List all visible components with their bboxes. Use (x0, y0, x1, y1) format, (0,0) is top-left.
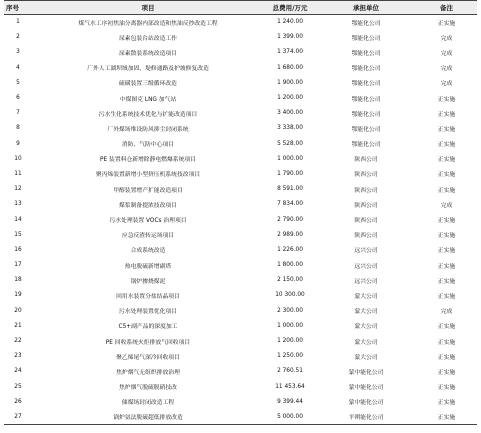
cell-cost: 1 226.00 (277, 246, 303, 253)
table-row (4, 121, 477, 136)
table-row (4, 166, 477, 181)
cell-unit: 鄂能化公司 (351, 126, 381, 133)
cell-note: 正实施 (437, 187, 456, 194)
cell-unit: 鄂能化公司 (351, 96, 381, 103)
header-unit: 承担单位 (316, 1, 416, 15)
cell-unit: 鄂能化公司 (351, 66, 381, 73)
cell-cost: 1 200.00 (277, 338, 303, 345)
cell-item: 锅炉氨法脱硫超低排放改造 (32, 409, 264, 424)
cell-no: 24 (14, 368, 22, 375)
cell-item: 厂外煤场堆设防风抑尘封闭系统 (107, 126, 189, 133)
table-row (4, 182, 477, 197)
table-row (4, 409, 477, 424)
table-row (4, 106, 477, 121)
cell-no: 20 (14, 307, 22, 314)
cell-unit: 陕西公司 (354, 172, 378, 179)
cell-note: 正实施 (437, 218, 456, 225)
table-row (4, 333, 477, 348)
table-row (4, 318, 477, 333)
cell-item: 尿素包装台站改造工作 (119, 35, 177, 42)
cell-no: 12 (14, 186, 22, 193)
table-row (4, 45, 477, 60)
cell-item: 尿素散装系统改造项目 (119, 50, 177, 57)
cell-item: 厂外人工湖坝域加固、堤修通路及护坡修复改造 (87, 66, 209, 73)
table-header-row (4, 1, 477, 15)
cell-cost: 2 790.00 (277, 216, 303, 223)
cell-no: 14 (14, 216, 22, 223)
cell-note: 正实施 (437, 354, 456, 361)
cell-note: 正实施 (437, 293, 456, 300)
cell-unit: 陕西公司 (354, 218, 378, 225)
cell-note: 正实施 (437, 339, 456, 346)
cell-cost: 1 680.00 (277, 64, 303, 71)
table-row (4, 227, 477, 242)
cell-no: 3 (16, 49, 20, 56)
cell-cost: 1 399.00 (277, 34, 303, 41)
cell-note: 完成 (440, 309, 453, 316)
cell-no: 19 (14, 292, 22, 299)
cell-item: 回用水装置分盐结晶项目 (116, 293, 180, 300)
cell-note: 正实施 (437, 142, 456, 149)
table-row (4, 212, 477, 227)
cell-unit: 鄂能化公司 (351, 35, 381, 42)
table-row (4, 60, 477, 75)
cell-item: 热电脱硫新增副塔 (124, 263, 172, 270)
cell-note: 正实施 (437, 400, 456, 407)
table-row (4, 273, 477, 288)
cell-cost: 9 399.44 (277, 398, 303, 405)
cell-no: 6 (16, 95, 20, 102)
cell-cost: 5 000.00 (264, 409, 316, 424)
cell-no: 7 (16, 110, 20, 117)
cell-no: 2 (16, 34, 20, 41)
cell-item: PE 回收系统火炬排放气回收项目 (105, 339, 191, 346)
cell-note: 正实施 (437, 126, 456, 133)
cell-no: 8 (16, 125, 20, 132)
cell-no: 23 (14, 353, 22, 360)
cell-unit: 鄂能化公司 (351, 20, 381, 27)
cell-item: PE 装置料仓新增除静电燃爆系统项目 (100, 157, 196, 164)
cell-unit: 蒙中能化公司 (348, 400, 384, 407)
cell-note: 正实施 (437, 324, 456, 331)
cell-item: 应急反渣转运场项目 (121, 233, 175, 240)
cell-cost: 1 000.00 (277, 322, 303, 329)
cell-item: 污水处理装置优化项目 (119, 309, 177, 316)
cell-unit: 蒙大公司 (354, 354, 378, 361)
cell-cost: 11 453.64 (275, 383, 305, 390)
cell-note: 正实施 (416, 409, 477, 424)
cell-unit: 平朔能化公司 (316, 409, 416, 424)
cell-note: 完成 (440, 202, 453, 209)
cell-item: 污水生化系统技术优化与扩能改造项目 (98, 111, 198, 118)
cell-no: 9 (16, 140, 20, 147)
cell-no: 22 (14, 338, 22, 345)
cell-cost: 1 250.00 (277, 353, 303, 360)
cell-item: 储煤场封闭改造工程 (121, 400, 175, 407)
table-row (4, 136, 477, 151)
cell-unit: 鄂能化公司 (351, 142, 381, 149)
cell-unit: 远兴公司 (354, 263, 378, 270)
cell-unit: 蒙大公司 (354, 293, 378, 300)
project-table (4, 0, 477, 425)
cell-note: 完成 (440, 81, 453, 88)
cell-no: 5 (16, 79, 20, 86)
cell-note: 完成 (440, 66, 453, 73)
cell-item: 煤气水工序初焦油分离器内部改造和焦油反抄改造工程 (78, 20, 218, 27)
cell-cost: 1 240.00 (277, 19, 303, 26)
cell-item: 焦炉烟气脱硫脱硝技改 (119, 385, 177, 392)
cell-item: C5+副产品的深度加工 (118, 324, 178, 331)
cell-cost: 3 338.00 (277, 125, 303, 132)
cell-no: 17 (14, 262, 22, 269)
cell-cost: 1 200.00 (277, 95, 303, 102)
cell-note: 正实施 (437, 157, 456, 164)
cell-unit: 鄂能化公司 (351, 81, 381, 88)
cell-item: 锅炉掺烧煤泥 (130, 278, 166, 285)
table-row (4, 151, 477, 166)
cell-cost: 1 800.00 (277, 262, 303, 269)
cell-item: 合成系统改造 (130, 248, 166, 255)
cell-item: 聚乙烯尾气深冷回收项目 (116, 354, 180, 361)
cell-no: 10 (14, 155, 22, 162)
cell-item: 中煤图克 LNG 加气站 (119, 96, 177, 103)
cell-note: 正实施 (437, 385, 456, 392)
table-row (4, 303, 477, 318)
cell-cost: 2 150.00 (277, 277, 303, 284)
cell-unit: 鄂能化公司 (351, 50, 381, 57)
cell-note: 正实施 (437, 248, 456, 255)
table-row (4, 15, 477, 30)
cell-item: 煤浆制备提浓技改项目 (119, 202, 177, 209)
cell-unit: 蒙中能化公司 (348, 369, 384, 376)
cell-note: 正实施 (437, 233, 456, 240)
cell-note: 正实施 (437, 263, 456, 270)
cell-item: 甲醇装置增产扩能改造项目 (113, 187, 183, 194)
table-row (4, 90, 477, 105)
cell-item: 焦炉烟气无组织排放治理 (116, 369, 180, 376)
table-row (4, 258, 477, 273)
cell-unit: 陕西公司 (354, 202, 378, 209)
table-row (4, 288, 477, 303)
table-row (4, 379, 477, 394)
cell-no: 4 (16, 64, 20, 71)
table-row (4, 349, 477, 364)
cell-cost: 1 900.00 (277, 79, 303, 86)
cell-note: 正实施 (437, 111, 456, 118)
cell-item: 硫磺装置三级循环改造 (119, 81, 177, 88)
cell-item: 聚丙烯装置新增小型挤压机系统技改项目 (95, 172, 201, 179)
cell-cost: 2 989.00 (277, 231, 303, 238)
cell-no: 27 (4, 409, 32, 424)
cell-no: 13 (14, 201, 22, 208)
header-cost: 总费用/万元 (264, 1, 316, 15)
cell-unit: 蒙大公司 (354, 339, 378, 346)
cell-note: 正实施 (437, 172, 456, 179)
header-note: 备注 (416, 1, 477, 15)
cell-cost: 2 300.00 (277, 307, 303, 314)
cell-note: 正实施 (437, 96, 456, 103)
cell-note: 正实施 (437, 369, 456, 376)
table-row (4, 394, 477, 409)
cell-cost: 1 374.00 (277, 49, 303, 56)
cell-cost: 5 528.00 (277, 140, 303, 147)
table-body (4, 15, 477, 425)
cell-no: 11 (14, 170, 22, 177)
cell-unit: 陕西公司 (354, 187, 378, 194)
cell-unit: 远兴公司 (354, 278, 378, 285)
cell-no: 26 (14, 398, 22, 405)
cell-no: 15 (14, 231, 22, 238)
cell-cost: 8 591.00 (277, 186, 303, 193)
cell-item: 消防、气防中心项目 (121, 142, 175, 149)
cell-note: 正实施 (437, 278, 456, 285)
table-row (4, 242, 477, 257)
cell-no: 25 (14, 383, 22, 390)
cell-cost: 3 400.00 (277, 110, 303, 117)
cell-cost: 1 000.00 (277, 155, 303, 162)
cell-unit: 蒙中能化公司 (348, 385, 384, 392)
cell-unit: 远兴公司 (354, 248, 378, 255)
table-row (4, 75, 477, 90)
cell-unit: 蒙大公司 (354, 309, 378, 316)
cell-item: 污水处理装置 VOCs 治理项目 (109, 218, 187, 225)
cell-cost: 1 790.00 (277, 170, 303, 177)
cell-no: 16 (14, 246, 22, 253)
cell-no: 18 (14, 277, 22, 284)
cell-no: 1 (16, 19, 20, 26)
cell-no: 21 (14, 322, 22, 329)
cell-cost: 2 760.51 (277, 368, 303, 375)
cell-cost: 7 834.00 (277, 201, 303, 208)
table-row (4, 30, 477, 45)
cell-unit: 蒙大公司 (354, 324, 378, 331)
table-row (4, 197, 477, 212)
cell-unit: 鄂能化公司 (351, 111, 381, 118)
table-row (4, 364, 477, 379)
header-item: 项目 (32, 1, 264, 15)
cell-note: 完成 (440, 50, 453, 57)
cell-unit: 陕西公司 (354, 157, 378, 164)
cell-note: 正实施 (437, 20, 456, 27)
cell-cost: 10 300.00 (275, 292, 305, 299)
header-no: 序号 (4, 1, 32, 15)
cell-note: 完成 (440, 35, 453, 42)
cell-unit: 陕西公司 (354, 233, 378, 240)
